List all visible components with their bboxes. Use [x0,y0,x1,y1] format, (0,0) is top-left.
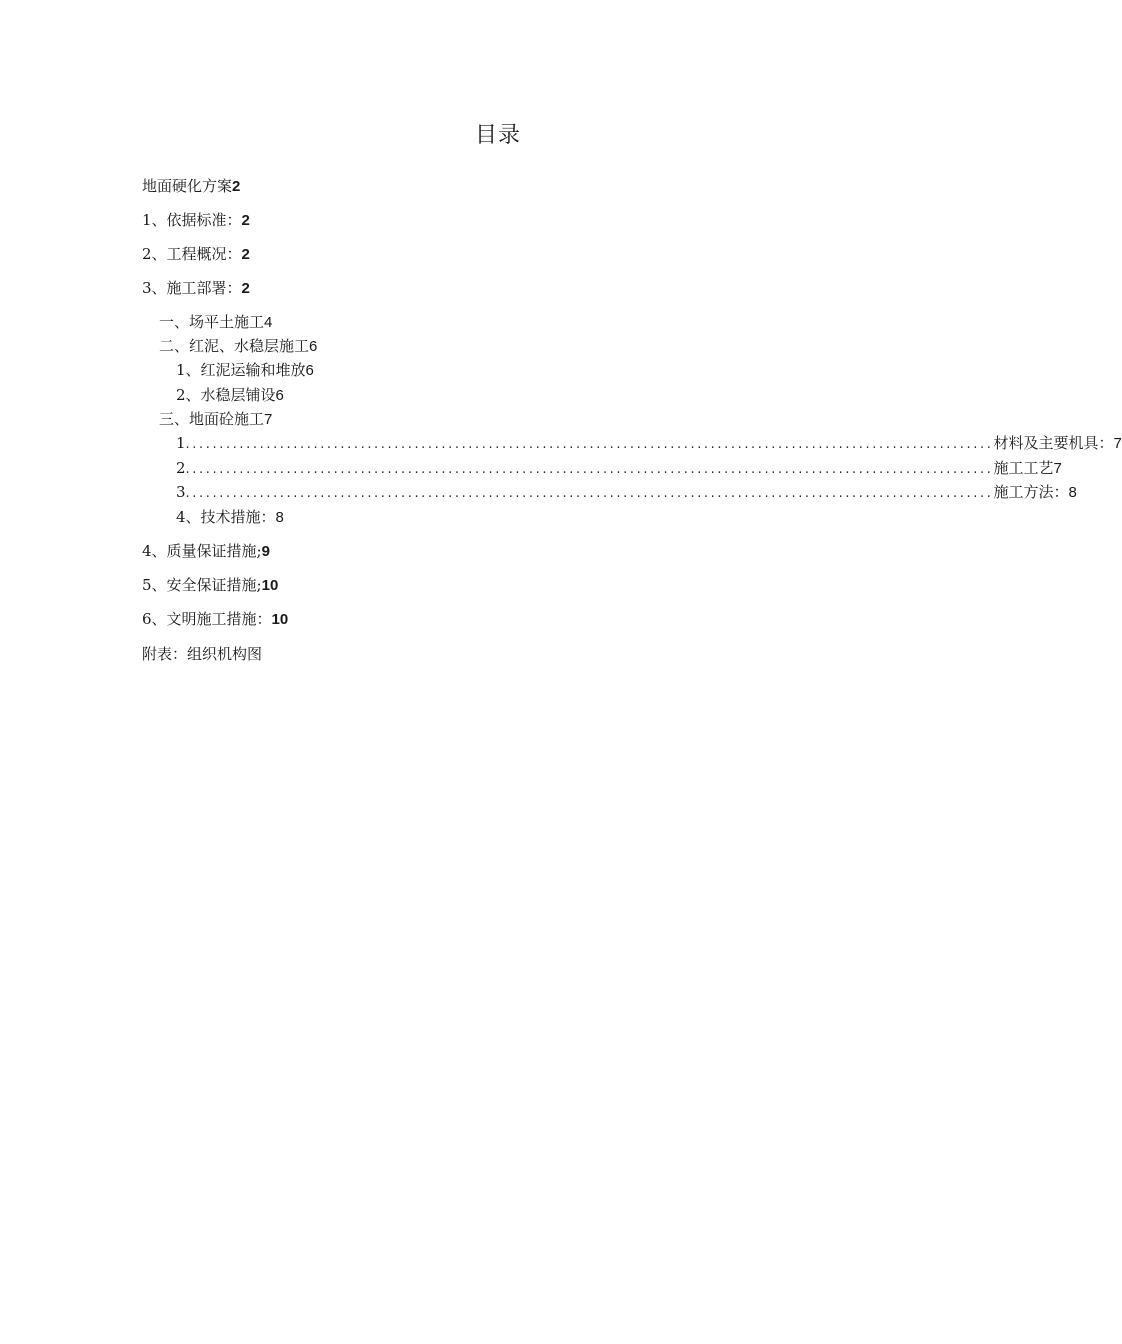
toc-entry-text: 施工工艺 [993,459,1054,477]
toc-entry-text: 施工方法： [993,483,1069,501]
toc-page-number: 10 [261,577,279,594]
toc-entry-materials-tools[interactable] [176,433,1122,455]
toc-page-number: 8 [1068,484,1077,501]
toc-entry-text: 5、安全保证措施; [142,576,262,594]
toc-page-number: 4 [264,314,273,331]
toc-page-number: 10 [271,611,289,628]
toc-entry-red-mud-base-layer[interactable] [159,336,317,357]
toc-page-number: 2 [241,280,250,297]
toc-entry-text: 1、红泥运输和堆放 [176,361,306,379]
toc-entry-red-mud-transport[interactable] [176,360,314,381]
toc-entry-safety-assurance[interactable] [142,575,278,596]
toc-entry-text: 1、依据标准： [142,211,242,229]
toc-entry-construction-deployment[interactable] [142,278,250,299]
toc-entry-number: 3 [176,483,186,501]
toc-entry-text: 6、文明施工措施： [142,610,272,628]
toc-entry-text: 材料及主要机具： [993,434,1114,452]
toc-page-number: 7 [1113,435,1122,452]
toc-entry-org-chart[interactable] [142,644,262,664]
toc-page-number: 6 [275,387,284,404]
document-title: 目录 [474,123,521,148]
toc-entry-text: 地面硬化方案 [142,177,233,195]
toc-page-number: 6 [309,338,318,355]
toc-page-number: 7 [264,411,273,428]
toc-entry-text: 二、红泥、水稳层施工 [159,337,310,355]
toc-entry-base-layer-laying[interactable] [176,385,284,406]
toc-entry-number: 1 [176,434,186,452]
toc-entry-hardening-plan[interactable] [142,176,240,197]
toc-entry-civilized-construction[interactable] [142,609,288,630]
toc-entry-text: 4、质量保证措施; [142,542,262,560]
toc-entry-quality-assurance[interactable] [142,541,270,562]
toc-entry-number: 2 [176,459,186,477]
toc-page-number: 6 [305,362,314,379]
toc-entry-process[interactable] [176,458,1062,480]
toc-entry-text: 3、施工部署： [142,279,242,297]
toc-dot-leader: ........................................................................................................................ [185,437,994,452]
toc-entry-standards[interactable] [142,210,250,231]
toc-entry-project-overview[interactable] [142,244,250,265]
toc-entry-text: 4、技术措施： [176,508,276,526]
toc-dot-leader: ........................................................................................................................ [185,462,994,477]
toc-entry-text: 三、地面砼施工 [159,410,265,428]
toc-page-number: 9 [261,543,270,560]
toc-entry-text: 附表：组织机构图 [142,645,263,663]
toc-page-number: 7 [1053,460,1062,477]
toc-page-number: 2 [241,246,250,263]
toc-dot-leader: ........................................................................................................................ [185,486,994,501]
toc-entry-text: 2、水稳层铺设 [176,386,276,404]
toc-entry-methods[interactable] [176,482,1077,504]
toc-entry-site-leveling[interactable] [159,312,272,333]
toc-page-number: 8 [275,509,284,526]
toc-page-number: 2 [232,178,241,195]
toc-page-number: 2 [241,212,250,229]
toc-entry-concrete-ground[interactable] [159,409,272,430]
toc-entry-text: 2、工程概况： [142,245,242,263]
toc-entry-technical-measures[interactable] [176,507,284,528]
toc-entry-text: 一、场平土施工 [159,313,265,331]
